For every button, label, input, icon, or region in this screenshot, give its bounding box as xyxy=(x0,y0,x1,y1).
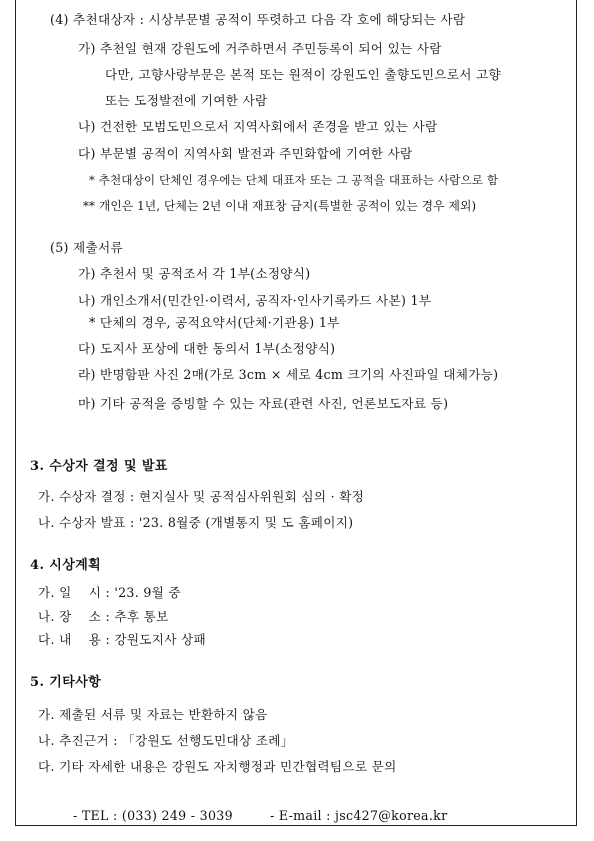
contact-tel: - TEL : (033) 249 - 3039 xyxy=(73,808,233,823)
item4-ga-line1: 가) 추천일 현재 강원도에 거주하면서 주민등록이 되어 있는 사람 xyxy=(78,41,442,56)
item5-note: * 단체의 경우, 공적요약서(단체·기관용) 1부 xyxy=(89,315,340,330)
section3-heading: 3. 수상자 결정 및 발표 xyxy=(30,459,168,474)
item4-title: (4) 추천대상자 : 시상부문별 공적이 뚜렷하고 다음 각 호에 해당되는 사람 xyxy=(50,12,466,27)
section4-da: 다. 내 용 : 강원도지사 상패 xyxy=(38,632,206,647)
item5-na: 나) 개인소개서(민간인·이력서, 공직자·인사기록카드 사본) 1부 xyxy=(78,293,432,308)
section3-na: 나. 수상자 발표 : '23. 8월중 (개별통지 및 도 홈페이지) xyxy=(38,515,354,530)
section4-na: 나. 장 소 : 추후 통보 xyxy=(38,609,169,624)
section5-heading: 5. 기타사항 xyxy=(30,675,102,690)
section4-ga: 가. 일 시 : '23. 9월 중 xyxy=(38,585,181,600)
item5-ma: 마) 기타 공적을 증빙할 수 있는 자료(관련 사진, 언론보도자료 등) xyxy=(78,396,449,411)
item4-na: 나) 건전한 모범도민으로서 지역사회에서 존경을 받고 있는 사람 xyxy=(78,119,438,134)
contact-email: - E-mail : jsc427@korea.kr xyxy=(270,808,448,823)
item4-da: 다) 부문별 공적이 지역사회 발전과 주민화합에 기여한 사람 xyxy=(78,146,413,161)
item4-note1: * 추천대상이 단체인 경우에는 단체 대표자 또는 그 공적을 대표하는 사람으로 함 xyxy=(89,173,499,187)
item4-ga-line2: 다만, 고향사랑부문은 본적 또는 원적이 강원도인 출향도민으로서 고향 xyxy=(105,67,501,82)
section4-heading: 4. 시상계획 xyxy=(30,558,102,573)
section3-ga: 가. 수상자 결정 : 현지실사 및 공적심사위원회 심의 · 확정 xyxy=(38,489,365,504)
item5-ra: 라) 반명함판 사진 2매(가로 3cm × 세로 4cm 크기의 사진파일 대체가능) xyxy=(78,367,499,382)
item5-da: 다) 도지사 포상에 대한 동의서 1부(소정양식) xyxy=(78,341,336,356)
section5-ga: 가. 제출된 서류 및 자료는 반환하지 않음 xyxy=(38,707,268,722)
item5-ga: 가) 추천서 및 공적조서 각 1부(소정양식) xyxy=(78,266,311,281)
item4-ga-line3: 또는 도정발전에 기여한 사람 xyxy=(105,93,268,108)
section5-da: 다. 기타 자세한 내용은 강원도 자치행정과 민간협력팀으로 문의 xyxy=(38,759,397,774)
item5-title: (5) 제출서류 xyxy=(50,240,123,255)
section5-na: 나. 추진근거 : 「강원도 선행도민대상 조례」 xyxy=(38,733,294,748)
item4-note2: ** 개인은 1년, 단체는 2년 이내 재표창 금지(특별한 공적이 있는 경우 제외) xyxy=(83,199,477,213)
